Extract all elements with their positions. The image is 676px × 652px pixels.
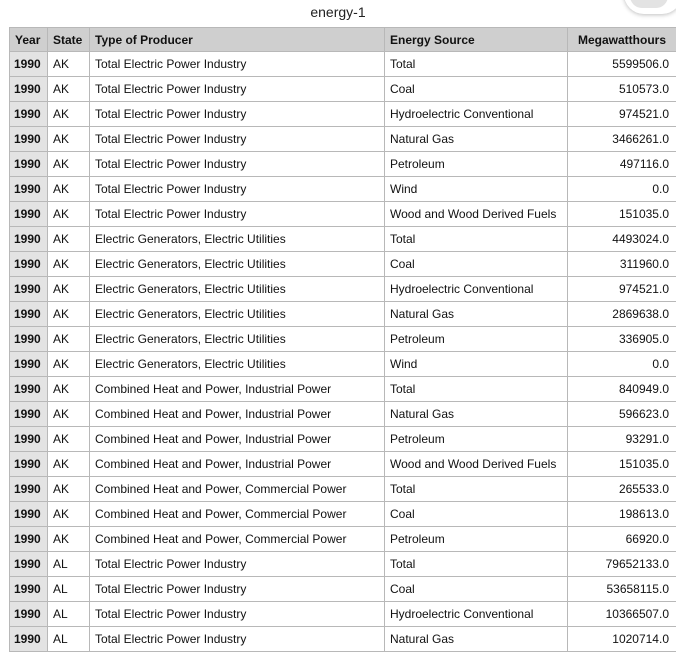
year-cell[interactable]: 1990 (10, 352, 48, 377)
state-cell[interactable]: AK (48, 477, 90, 502)
table-row[interactable] (10, 502, 676, 527)
source-cell[interactable]: Hydroelectric Conventional (385, 102, 568, 127)
table-row[interactable] (10, 77, 676, 102)
year-cell[interactable]: 1990 (10, 452, 48, 477)
year-cell[interactable]: 1990 (10, 602, 48, 627)
table-row[interactable] (10, 402, 676, 427)
producer-cell[interactable]: Combined Heat and Power, Commercial Power (90, 527, 385, 552)
megawatthours-cell[interactable]: 510573.0 (568, 77, 676, 102)
state-cell[interactable]: AK (48, 502, 90, 527)
producer-cell[interactable]: Combined Heat and Power, Commercial Power (90, 477, 385, 502)
year-cell[interactable]: 1990 (10, 627, 48, 652)
table-row[interactable] (10, 627, 676, 652)
state-cell[interactable]: AK (48, 127, 90, 152)
year-cell[interactable]: 1990 (10, 577, 48, 602)
table-row[interactable] (10, 602, 676, 627)
megawatthours-cell[interactable]: 151035.0 (568, 452, 676, 477)
source-cell[interactable]: Wood and Wood Derived Fuels (385, 202, 568, 227)
megawatthours-cell[interactable]: 10366507.0 (568, 602, 676, 627)
source-cell[interactable]: Total (385, 552, 568, 577)
year-cell[interactable]: 1990 (10, 152, 48, 177)
state-cell[interactable]: AK (48, 202, 90, 227)
megawatthours-cell[interactable]: 198613.0 (568, 502, 676, 527)
megawatthours-cell[interactable]: 596623.0 (568, 402, 676, 427)
table-row[interactable] (10, 52, 676, 77)
state-cell[interactable]: AK (48, 152, 90, 177)
year-cell[interactable]: 1990 (10, 277, 48, 302)
state-cell[interactable]: AK (48, 452, 90, 477)
table-row[interactable] (10, 177, 676, 202)
state-cell[interactable]: AK (48, 352, 90, 377)
producer-cell[interactable]: Combined Heat and Power, Industrial Power (90, 427, 385, 452)
producer-cell[interactable]: Total Electric Power Industry (90, 202, 385, 227)
state-cell[interactable]: AK (48, 252, 90, 277)
megawatthours-cell[interactable]: 3466261.0 (568, 127, 676, 152)
table-row[interactable] (10, 477, 676, 502)
table-row[interactable] (10, 427, 676, 452)
table-row[interactable] (10, 252, 676, 277)
source-cell[interactable]: Petroleum (385, 152, 568, 177)
source-cell[interactable]: Total (385, 377, 568, 402)
year-cell[interactable]: 1990 (10, 102, 48, 127)
year-cell[interactable]: 1990 (10, 52, 48, 77)
source-cell[interactable]: Hydroelectric Conventional (385, 277, 568, 302)
table-row[interactable] (10, 302, 676, 327)
producer-cell[interactable]: Electric Generators, Electric Utilities (90, 352, 385, 377)
megawatthours-cell[interactable]: 66920.0 (568, 527, 676, 552)
table-row[interactable] (10, 127, 676, 152)
megawatthours-cell[interactable]: 265533.0 (568, 477, 676, 502)
source-cell[interactable]: Coal (385, 77, 568, 102)
state-cell[interactable]: AK (48, 227, 90, 252)
table-row[interactable] (10, 277, 676, 302)
source-cell[interactable]: Wind (385, 352, 568, 377)
producer-cell[interactable]: Total Electric Power Industry (90, 102, 385, 127)
source-cell[interactable]: Wood and Wood Derived Fuels (385, 452, 568, 477)
year-cell[interactable]: 1990 (10, 527, 48, 552)
producer-cell[interactable]: Electric Generators, Electric Utilities (90, 277, 385, 302)
producer-cell[interactable]: Total Electric Power Industry (90, 77, 385, 102)
header-row (10, 28, 676, 52)
year-cell[interactable]: 1990 (10, 227, 48, 252)
megawatthours-cell[interactable]: 53658115.0 (568, 577, 676, 602)
megawatthours-cell[interactable]: 311960.0 (568, 252, 676, 277)
year-cell[interactable]: 1990 (10, 502, 48, 527)
table-row[interactable] (10, 377, 676, 402)
source-cell[interactable]: Coal (385, 252, 568, 277)
megawatthours-cell[interactable]: 79652133.0 (568, 552, 676, 577)
year-cell[interactable]: 1990 (10, 252, 48, 277)
year-cell[interactable]: 1990 (10, 202, 48, 227)
table-row[interactable] (10, 452, 676, 477)
table-row[interactable] (10, 227, 676, 252)
producer-cell[interactable]: Total Electric Power Industry (90, 127, 385, 152)
megawatthours-cell[interactable]: 151035.0 (568, 202, 676, 227)
state-cell[interactable]: AL (48, 627, 90, 652)
table-row[interactable] (10, 577, 676, 602)
megawatthours-cell[interactable]: 4493024.0 (568, 227, 676, 252)
state-cell[interactable]: AK (48, 327, 90, 352)
source-cell[interactable]: Coal (385, 502, 568, 527)
source-cell[interactable]: Total (385, 477, 568, 502)
megawatthours-cell[interactable]: 0.0 (568, 352, 676, 377)
producer-cell[interactable]: Combined Heat and Power, Commercial Power (90, 502, 385, 527)
source-cell[interactable]: Coal (385, 577, 568, 602)
producer-cell[interactable]: Electric Generators, Electric Utilities (90, 327, 385, 352)
column-header-type-of-producer[interactable]: Type of Producer (90, 28, 385, 52)
year-cell[interactable]: 1990 (10, 302, 48, 327)
column-header-megawatthours[interactable]: Megawatthours (568, 28, 676, 52)
state-cell[interactable]: AK (48, 402, 90, 427)
state-cell[interactable]: AL (48, 577, 90, 602)
state-cell[interactable]: AL (48, 602, 90, 627)
source-cell[interactable]: Petroleum (385, 327, 568, 352)
producer-cell[interactable]: Total Electric Power Industry (90, 627, 385, 652)
producer-cell[interactable]: Total Electric Power Industry (90, 552, 385, 577)
source-cell[interactable]: Petroleum (385, 527, 568, 552)
year-cell[interactable]: 1990 (10, 427, 48, 452)
column-header-energy-source[interactable]: Energy Source (385, 28, 568, 52)
year-cell[interactable]: 1990 (10, 377, 48, 402)
source-cell[interactable]: Hydroelectric Conventional (385, 602, 568, 627)
source-cell[interactable]: Natural Gas (385, 302, 568, 327)
table-row[interactable] (10, 552, 676, 577)
producer-cell[interactable]: Electric Generators, Electric Utilities (90, 227, 385, 252)
year-cell[interactable]: 1990 (10, 402, 48, 427)
producer-cell[interactable]: Combined Heat and Power, Industrial Power (90, 402, 385, 427)
megawatthours-cell[interactable]: 497116.0 (568, 152, 676, 177)
table-row[interactable] (10, 102, 676, 127)
year-cell[interactable]: 1990 (10, 127, 48, 152)
producer-cell[interactable]: Total Electric Power Industry (90, 152, 385, 177)
producer-cell[interactable]: Combined Heat and Power, Industrial Power (90, 452, 385, 477)
megawatthours-cell[interactable]: 5599506.0 (568, 52, 676, 77)
year-cell[interactable]: 1990 (10, 552, 48, 577)
megawatthours-cell[interactable]: 1020714.0 (568, 627, 676, 652)
state-cell[interactable]: AK (48, 302, 90, 327)
year-cell[interactable]: 1990 (10, 477, 48, 502)
state-cell[interactable]: AK (48, 377, 90, 402)
state-cell[interactable]: AL (48, 552, 90, 577)
source-cell[interactable]: Petroleum (385, 427, 568, 452)
table-row[interactable] (10, 152, 676, 177)
producer-cell[interactable]: Total Electric Power Industry (90, 177, 385, 202)
year-cell[interactable]: 1990 (10, 77, 48, 102)
state-cell[interactable]: AK (48, 177, 90, 202)
source-cell[interactable]: Wind (385, 177, 568, 202)
producer-cell[interactable]: Total Electric Power Industry (90, 577, 385, 602)
source-cell[interactable]: Natural Gas (385, 402, 568, 427)
megawatthours-cell[interactable]: 336905.0 (568, 327, 676, 352)
producer-cell[interactable]: Total Electric Power Industry (90, 52, 385, 77)
year-cell[interactable]: 1990 (10, 327, 48, 352)
megawatthours-cell[interactable]: 974521.0 (568, 277, 676, 302)
megawatthours-cell[interactable]: 0.0 (568, 177, 676, 202)
state-cell[interactable]: AK (48, 277, 90, 302)
source-cell[interactable]: Total (385, 52, 568, 77)
state-cell[interactable]: AK (48, 77, 90, 102)
source-cell[interactable]: Natural Gas (385, 627, 568, 652)
state-cell[interactable]: AK (48, 52, 90, 77)
year-cell[interactable]: 1990 (10, 177, 48, 202)
state-cell[interactable]: AK (48, 527, 90, 552)
column-header-state[interactable]: State (48, 28, 90, 52)
source-cell[interactable]: Natural Gas (385, 127, 568, 152)
window-title: energy-1 (0, 0, 676, 24)
megawatthours-cell[interactable]: 93291.0 (568, 427, 676, 452)
column-header-year[interactable]: Year (10, 28, 48, 52)
source-cell[interactable]: Total (385, 227, 568, 252)
state-cell[interactable]: AK (48, 427, 90, 452)
table-row[interactable] (10, 352, 676, 377)
state-cell[interactable]: AK (48, 102, 90, 127)
megawatthours-cell[interactable]: 2869638.0 (568, 302, 676, 327)
producer-cell[interactable]: Combined Heat and Power, Industrial Power (90, 377, 385, 402)
data-table (9, 27, 676, 652)
producer-cell[interactable]: Total Electric Power Industry (90, 602, 385, 627)
table-row[interactable] (10, 327, 676, 352)
megawatthours-cell[interactable]: 840949.0 (568, 377, 676, 402)
producer-cell[interactable]: Electric Generators, Electric Utilities (90, 252, 385, 277)
producer-cell[interactable]: Electric Generators, Electric Utilities (90, 302, 385, 327)
table-row[interactable] (10, 202, 676, 227)
table-row[interactable] (10, 527, 676, 552)
megawatthours-cell[interactable]: 974521.0 (568, 102, 676, 127)
